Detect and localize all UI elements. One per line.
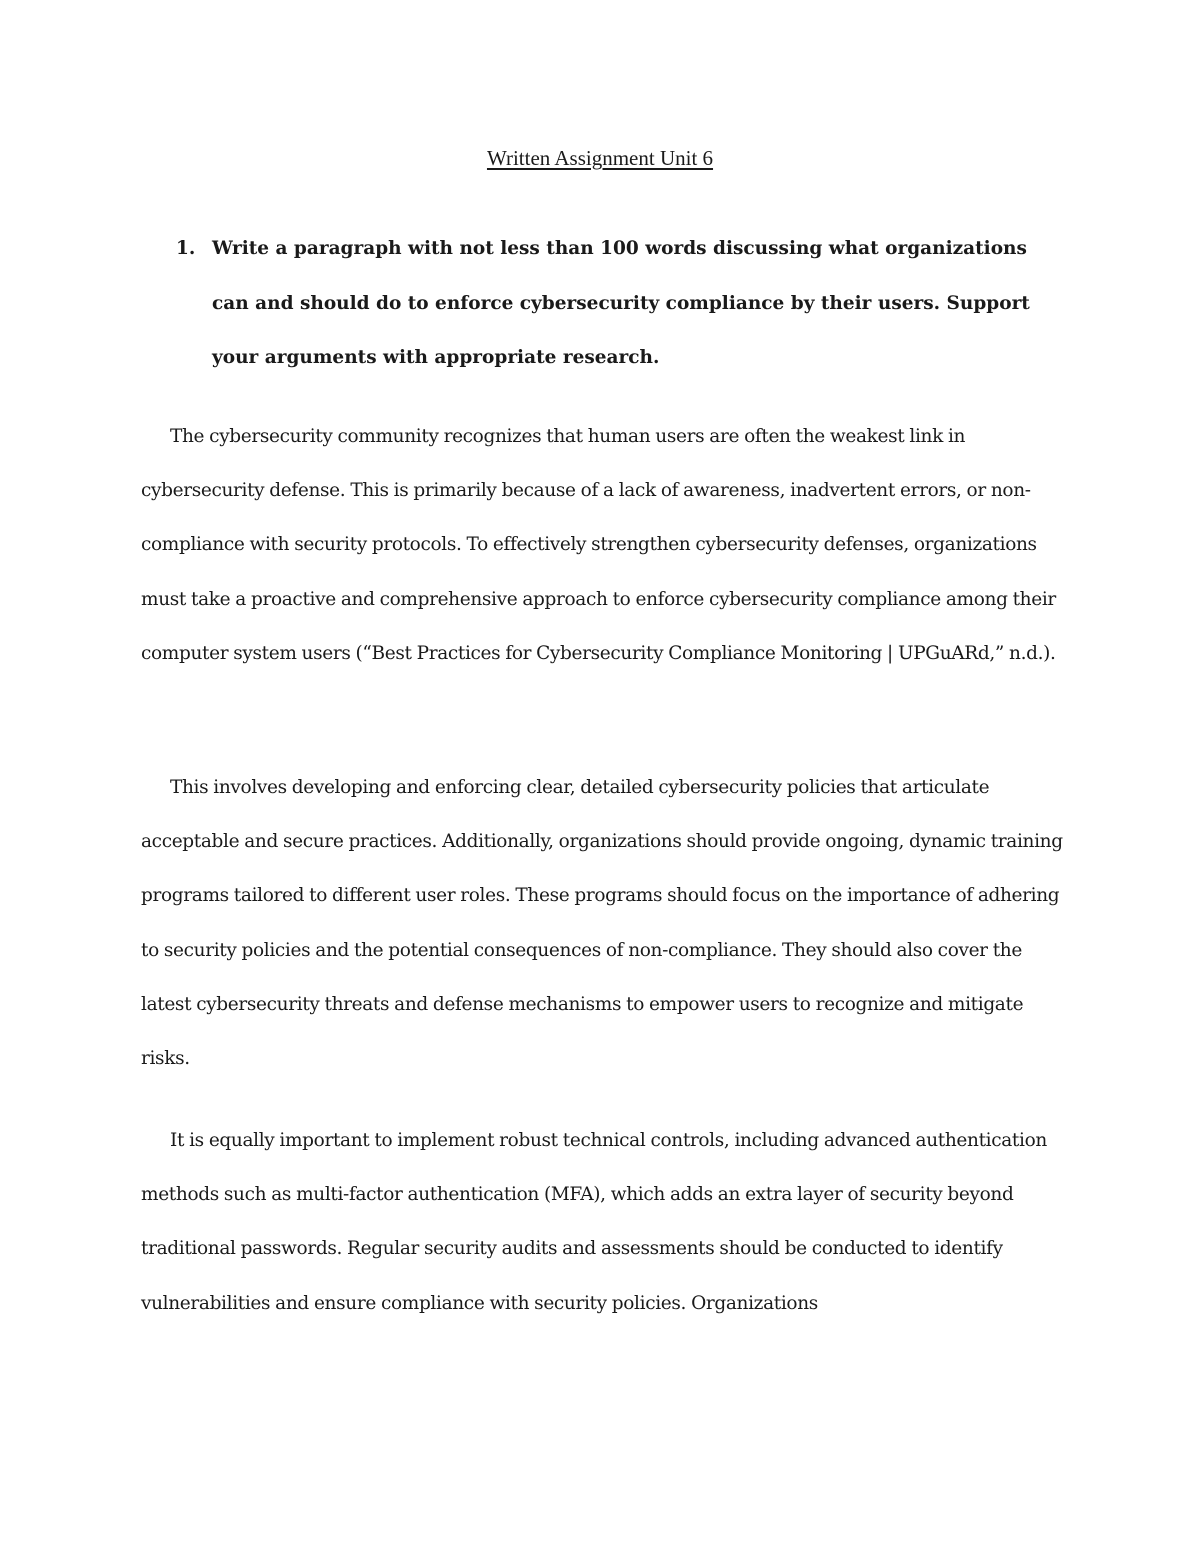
question-text: Write a paragraph with not less than 100 words discussing what organizations can and should do to enforce cybersecurity compliance by their users. Support your arguments with appropriate research.: [212, 238, 1030, 368]
question-number: 1.: [176, 238, 196, 259]
question-item: [176, 222, 1056, 386]
document-title: Written Assignment Unit 6: [486, 146, 714, 170]
body-paragraph-2: This involves developing and enforcing clear, detailed cybersecurity policies that articulate acceptable and secure practices. Additionally, organizations should provide ongoing, dynamic training programs tailored to different user roles. These programs should focus on the importance of adhering to security policies and the potential consequences of non-compliance. They should also cover the latest cybersecurity threats and defense mechanisms to empower users to recognize and mitigate risks.: [141, 777, 1063, 1070]
body-paragraph-3: It is equally important to implement robust technical controls, including advanced authentication methods such as multi-factor authentication (MFA), which adds an extra layer of security beyond traditional passwords. Regular security audits and assessments should be conducted to identify vulnerabilities and ensure compliance with security policies. Organizations: [141, 1130, 1047, 1314]
body-paragraph-1: The cybersecurity community recognizes that human users are often the weakest link in cybersecurity defense. This is primarily because of a lack of awareness, inadvertent errors, or non-compliance with security protocols. To effectively strengthen cybersecurity defenses, organizations must take a proactive and comprehensive approach to enforce cybersecurity compliance among their computer system users (“Best Practices for Cybersecurity Compliance Monitoring | UPGuARd,” n.d.).: [141, 426, 1056, 664]
